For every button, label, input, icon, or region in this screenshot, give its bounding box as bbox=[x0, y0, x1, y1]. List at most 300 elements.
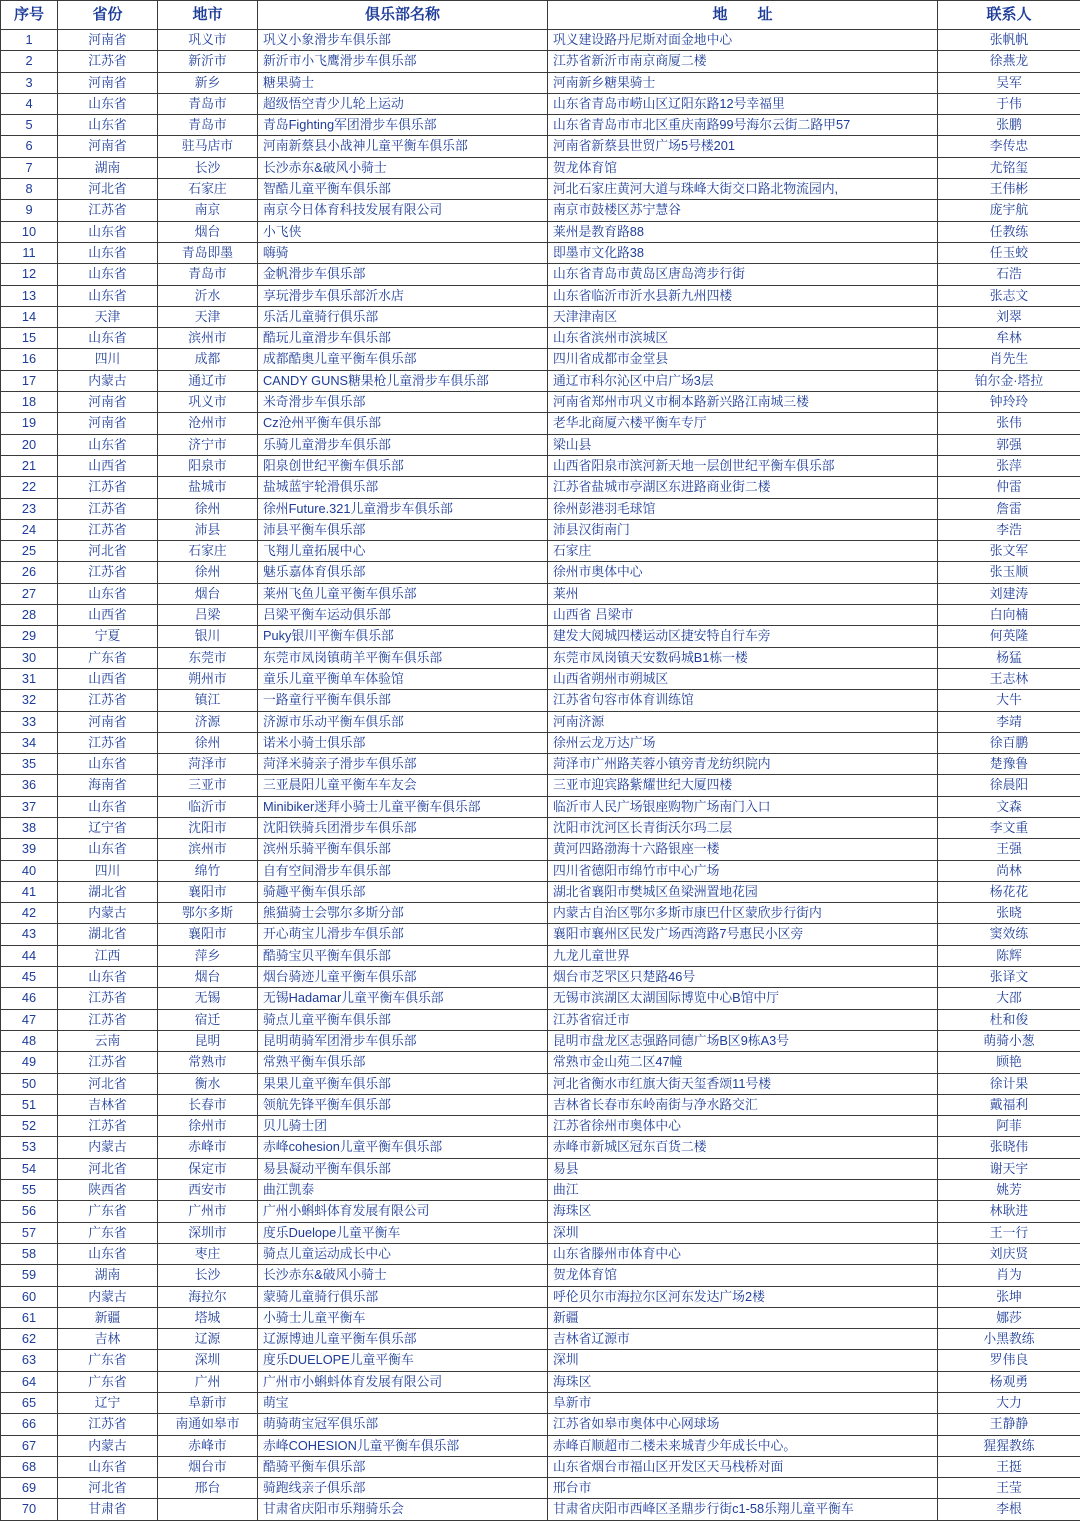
cell-club: 童乐儿童平衡单车体验馆 bbox=[258, 668, 548, 689]
cell-province: 河北省 bbox=[58, 1158, 158, 1179]
cell-club: Cz沧州平衡车俱乐部 bbox=[258, 413, 548, 434]
cell-province: 山东省 bbox=[58, 434, 158, 455]
cell-contact: 文森 bbox=[938, 796, 1080, 817]
table-row bbox=[1, 157, 1080, 178]
table-row bbox=[1, 519, 1080, 540]
cell-seq: 41 bbox=[1, 881, 58, 902]
cell-contact: 顾艳 bbox=[938, 1052, 1080, 1073]
cell-province: 江苏省 bbox=[58, 477, 158, 498]
cell-address: 山东省青岛市黄岛区唐岛湾步行街 bbox=[548, 264, 938, 285]
cell-contact: 小黑教练 bbox=[938, 1329, 1080, 1350]
cell-city: 阜新市 bbox=[158, 1393, 258, 1414]
cell-province: 吉林省 bbox=[58, 1094, 158, 1115]
cell-address: 深圳 bbox=[548, 1350, 938, 1371]
cell-contact: 楚豫鲁 bbox=[938, 754, 1080, 775]
cell-address: 三亚市迎宾路紫耀世纪大厦四楼 bbox=[548, 775, 938, 796]
table-row bbox=[1, 1478, 1080, 1499]
cell-city: 西安市 bbox=[158, 1180, 258, 1201]
table-row bbox=[1, 924, 1080, 945]
header-club: 俱乐部名称 bbox=[258, 1, 548, 30]
header-seq: 序号 bbox=[1, 1, 58, 30]
cell-city: 青岛即墨 bbox=[158, 242, 258, 263]
cell-contact: 肖为 bbox=[938, 1265, 1080, 1286]
cell-contact: 徐燕龙 bbox=[938, 51, 1080, 72]
cell-club: 享玩滑步车俱乐部沂水店 bbox=[258, 285, 548, 306]
table-row bbox=[1, 1286, 1080, 1307]
cell-seq: 40 bbox=[1, 860, 58, 881]
cell-contact: 尚林 bbox=[938, 860, 1080, 881]
cell-contact: 牟林 bbox=[938, 328, 1080, 349]
table-row bbox=[1, 626, 1080, 647]
cell-club: 骑趣平衡车俱乐部 bbox=[258, 881, 548, 902]
cell-province: 甘肃省 bbox=[58, 1499, 158, 1520]
cell-address: 吉林省辽源市 bbox=[548, 1329, 938, 1350]
table-row bbox=[1, 1009, 1080, 1030]
cell-contact: 张文军 bbox=[938, 541, 1080, 562]
cell-province: 海南省 bbox=[58, 775, 158, 796]
table-row bbox=[1, 881, 1080, 902]
cell-contact: 张晓 bbox=[938, 903, 1080, 924]
cell-seq: 14 bbox=[1, 306, 58, 327]
cell-city: 菏泽市 bbox=[158, 754, 258, 775]
cell-seq: 2 bbox=[1, 51, 58, 72]
cell-contact: 大牛 bbox=[938, 690, 1080, 711]
cell-city: 驻马店市 bbox=[158, 136, 258, 157]
cell-contact: 庞宇航 bbox=[938, 200, 1080, 221]
cell-club: 易县凝动平衡车俱乐部 bbox=[258, 1158, 548, 1179]
cell-contact: 石浩 bbox=[938, 264, 1080, 285]
cell-city: 沂水 bbox=[158, 285, 258, 306]
cell-club: 盐城蓝宇轮滑俱乐部 bbox=[258, 477, 548, 498]
cell-club: 酷骑平衡车俱乐部 bbox=[258, 1456, 548, 1477]
cell-seq: 52 bbox=[1, 1116, 58, 1137]
table-row bbox=[1, 988, 1080, 1009]
table-row bbox=[1, 1222, 1080, 1243]
cell-address: 黄河四路渤海十六路银座一楼 bbox=[548, 839, 938, 860]
table-row bbox=[1, 860, 1080, 881]
table-row bbox=[1, 605, 1080, 626]
table-row bbox=[1, 306, 1080, 327]
cell-province: 湖南 bbox=[58, 1265, 158, 1286]
cell-club: 糖果骑士 bbox=[258, 72, 548, 93]
table-row bbox=[1, 1350, 1080, 1371]
cell-contact: 徐百鹏 bbox=[938, 732, 1080, 753]
table-row bbox=[1, 1265, 1080, 1286]
cell-city: 沈阳市 bbox=[158, 817, 258, 838]
cell-address: 新疆 bbox=[548, 1307, 938, 1328]
cell-city: 宿迁 bbox=[158, 1009, 258, 1030]
cell-club: Minibiker迷拜小骑士儿童平衡车俱乐部 bbox=[258, 796, 548, 817]
cell-seq: 38 bbox=[1, 817, 58, 838]
cell-seq: 50 bbox=[1, 1073, 58, 1094]
table-row bbox=[1, 1116, 1080, 1137]
cell-city: 常熟市 bbox=[158, 1052, 258, 1073]
cell-seq: 37 bbox=[1, 796, 58, 817]
table-row bbox=[1, 136, 1080, 157]
cell-city: 长春市 bbox=[158, 1094, 258, 1115]
cell-club: 果果儿童平衡车俱乐部 bbox=[258, 1073, 548, 1094]
cell-address: 湖北省襄阳市樊城区鱼梁洲置地花园 bbox=[548, 881, 938, 902]
table-body bbox=[1, 30, 1080, 1521]
cell-contact: 罗伟良 bbox=[938, 1350, 1080, 1371]
cell-province: 江苏省 bbox=[58, 498, 158, 519]
cell-address: 江苏省徐州市奥体中心 bbox=[548, 1116, 938, 1137]
cell-city: 徐州 bbox=[158, 562, 258, 583]
cell-city: 青岛市 bbox=[158, 93, 258, 114]
cell-address: 莱州是教育路88 bbox=[548, 221, 938, 242]
cell-seq: 25 bbox=[1, 541, 58, 562]
cell-club: 诺米小骑士俱乐部 bbox=[258, 732, 548, 753]
cell-seq: 32 bbox=[1, 690, 58, 711]
table-row bbox=[1, 839, 1080, 860]
cell-club: 徐州Future.321儿童滑步车俱乐部 bbox=[258, 498, 548, 519]
cell-address: 四川省成都市金堂县 bbox=[548, 349, 938, 370]
cell-seq: 24 bbox=[1, 519, 58, 540]
cell-city: 银川 bbox=[158, 626, 258, 647]
cell-club: 一路童行平衡车俱乐部 bbox=[258, 690, 548, 711]
table-row bbox=[1, 967, 1080, 988]
cell-province: 河南省 bbox=[58, 30, 158, 51]
cell-city: 深圳 bbox=[158, 1350, 258, 1371]
cell-contact: 徐计果 bbox=[938, 1073, 1080, 1094]
cell-address: 东莞市凤岗镇天安数码城B1栋一楼 bbox=[548, 647, 938, 668]
cell-city: 赤峰市 bbox=[158, 1435, 258, 1456]
table-row bbox=[1, 1158, 1080, 1179]
cell-address: 即墨市文化路38 bbox=[548, 242, 938, 263]
cell-address: 河北省衡水市红旗大街天玺香颂11号楼 bbox=[548, 1073, 938, 1094]
table-row bbox=[1, 1094, 1080, 1115]
cell-seq: 26 bbox=[1, 562, 58, 583]
cell-province: 内蒙古 bbox=[58, 1286, 158, 1307]
cell-address: 梁山县 bbox=[548, 434, 938, 455]
table-row bbox=[1, 392, 1080, 413]
cell-club: 无锡Hadamar儿童平衡车俱乐部 bbox=[258, 988, 548, 1009]
cell-address: 呼伦贝尔市海拉尔区河东发达广场2楼 bbox=[548, 1286, 938, 1307]
cell-city: 滨州市 bbox=[158, 328, 258, 349]
cell-city: 海拉尔 bbox=[158, 1286, 258, 1307]
cell-city: 青岛市 bbox=[158, 264, 258, 285]
header-address: 地 址 bbox=[548, 1, 938, 30]
cell-contact: 张晓伟 bbox=[938, 1137, 1080, 1158]
table-row bbox=[1, 242, 1080, 263]
cell-city: 广州 bbox=[158, 1371, 258, 1392]
cell-seq: 34 bbox=[1, 732, 58, 753]
cell-club: 骑跑线亲子俱乐部 bbox=[258, 1478, 548, 1499]
table-row bbox=[1, 477, 1080, 498]
cell-city: 绵竹 bbox=[158, 860, 258, 881]
cell-seq: 69 bbox=[1, 1478, 58, 1499]
cell-address: 山东省烟台市福山区开发区天马栈桥对面 bbox=[548, 1456, 938, 1477]
cell-club: 南京今日体育科技发展有限公司 bbox=[258, 200, 548, 221]
cell-city: 邢台 bbox=[158, 1478, 258, 1499]
cell-province: 天津 bbox=[58, 306, 158, 327]
table-row bbox=[1, 754, 1080, 775]
cell-contact: 娜莎 bbox=[938, 1307, 1080, 1328]
cell-contact: 吴军 bbox=[938, 72, 1080, 93]
cell-address: 海珠区 bbox=[548, 1201, 938, 1222]
cell-city: 盐城市 bbox=[158, 477, 258, 498]
cell-city: 巩义市 bbox=[158, 30, 258, 51]
cell-seq: 47 bbox=[1, 1009, 58, 1030]
cell-province: 江苏省 bbox=[58, 1052, 158, 1073]
header-contact: 联系人 bbox=[938, 1, 1080, 30]
cell-seq: 3 bbox=[1, 72, 58, 93]
table-row bbox=[1, 1307, 1080, 1328]
cell-city: 昆明 bbox=[158, 1030, 258, 1051]
cell-address: 甘肃省庆阳市西峰区圣鼎步行街c1-58乐翔儿童平衡车 bbox=[548, 1499, 938, 1520]
table-row bbox=[1, 455, 1080, 476]
cell-address: 海珠区 bbox=[548, 1371, 938, 1392]
cell-address: 常熟市金山苑二区47幢 bbox=[548, 1052, 938, 1073]
table-row bbox=[1, 1371, 1080, 1392]
table-row bbox=[1, 1201, 1080, 1222]
cell-seq: 10 bbox=[1, 221, 58, 242]
cell-city: 徐州 bbox=[158, 732, 258, 753]
cell-contact: 猩猩教练 bbox=[938, 1435, 1080, 1456]
table-row bbox=[1, 200, 1080, 221]
cell-province: 河北省 bbox=[58, 541, 158, 562]
cell-seq: 16 bbox=[1, 349, 58, 370]
cell-club: 超级悟空青少儿轮上运动 bbox=[258, 93, 548, 114]
cell-address: 河南新乡糖果骑士 bbox=[548, 72, 938, 93]
cell-address: 邢台市 bbox=[548, 1478, 938, 1499]
cell-province: 江苏省 bbox=[58, 1116, 158, 1137]
cell-contact: 王静静 bbox=[938, 1414, 1080, 1435]
cell-contact: 王强 bbox=[938, 839, 1080, 860]
cell-club: 开心萌宝儿滑步车俱乐部 bbox=[258, 924, 548, 945]
cell-city bbox=[158, 1499, 258, 1520]
table-row bbox=[1, 221, 1080, 242]
cell-seq: 21 bbox=[1, 455, 58, 476]
cell-club: 骑点儿童运动成长中心 bbox=[258, 1243, 548, 1264]
cell-seq: 70 bbox=[1, 1499, 58, 1520]
cell-contact: 王伟彬 bbox=[938, 179, 1080, 200]
cell-seq: 42 bbox=[1, 903, 58, 924]
cell-seq: 6 bbox=[1, 136, 58, 157]
cell-address: 通辽市科尔沁区中启广场3层 bbox=[548, 370, 938, 391]
cell-province: 山西省 bbox=[58, 455, 158, 476]
table-row bbox=[1, 796, 1080, 817]
table-row bbox=[1, 1499, 1080, 1520]
cell-club: 滨州乐骑平衡车俱乐部 bbox=[258, 839, 548, 860]
cell-city: 沛县 bbox=[158, 519, 258, 540]
cell-club: 骑点儿童平衡车俱乐部 bbox=[258, 1009, 548, 1030]
table-row bbox=[1, 179, 1080, 200]
cell-club: 长沙赤东&破风小骑士 bbox=[258, 1265, 548, 1286]
cell-province: 山东省 bbox=[58, 242, 158, 263]
cell-province: 广东省 bbox=[58, 1371, 158, 1392]
cell-province: 江苏省 bbox=[58, 1009, 158, 1030]
cell-city: 济宁市 bbox=[158, 434, 258, 455]
cell-seq: 19 bbox=[1, 413, 58, 434]
cell-province: 吉林 bbox=[58, 1329, 158, 1350]
cell-contact: 李根 bbox=[938, 1499, 1080, 1520]
table-row bbox=[1, 285, 1080, 306]
cell-address: 江苏省新沂市南京商厦二楼 bbox=[548, 51, 938, 72]
cell-address: 昆明市盘龙区志强路同德广场B区9栋A3号 bbox=[548, 1030, 938, 1051]
cell-club: 智酷儿童平衡车俱乐部 bbox=[258, 179, 548, 200]
cell-province: 山东省 bbox=[58, 264, 158, 285]
cell-club: 金帆滑步车俱乐部 bbox=[258, 264, 548, 285]
cell-club: 酷玩儿童滑步车俱乐部 bbox=[258, 328, 548, 349]
table-row bbox=[1, 903, 1080, 924]
cell-province: 河北省 bbox=[58, 179, 158, 200]
cell-seq: 53 bbox=[1, 1137, 58, 1158]
cell-contact: 詹雷 bbox=[938, 498, 1080, 519]
cell-seq: 18 bbox=[1, 392, 58, 413]
cell-seq: 11 bbox=[1, 242, 58, 263]
cell-contact: 杨猛 bbox=[938, 647, 1080, 668]
table-row bbox=[1, 1393, 1080, 1414]
table-row bbox=[1, 498, 1080, 519]
cell-seq: 46 bbox=[1, 988, 58, 1009]
cell-club: 济源市乐动平衡车俱乐部 bbox=[258, 711, 548, 732]
cell-city: 新乡 bbox=[158, 72, 258, 93]
cell-seq: 51 bbox=[1, 1094, 58, 1115]
cell-province: 山西省 bbox=[58, 605, 158, 626]
cell-province: 山东省 bbox=[58, 115, 158, 136]
cell-seq: 68 bbox=[1, 1456, 58, 1477]
cell-club: 广州小蝌蚪体育发展有限公司 bbox=[258, 1201, 548, 1222]
cell-province: 江西 bbox=[58, 945, 158, 966]
cell-seq: 44 bbox=[1, 945, 58, 966]
cell-club: 乐骑儿童滑步车俱乐部 bbox=[258, 434, 548, 455]
cell-seq: 30 bbox=[1, 647, 58, 668]
cell-address: 巩义建设路丹尼斯对面金地中心 bbox=[548, 30, 938, 51]
cell-province: 江苏省 bbox=[58, 519, 158, 540]
cell-club: 烟台骑迹儿童平衡车俱乐部 bbox=[258, 967, 548, 988]
cell-contact: 窦效练 bbox=[938, 924, 1080, 945]
cell-address: 山东省临沂市沂水县新九州四楼 bbox=[548, 285, 938, 306]
cell-city: 长沙 bbox=[158, 1265, 258, 1286]
cell-seq: 17 bbox=[1, 370, 58, 391]
cell-seq: 15 bbox=[1, 328, 58, 349]
table-row bbox=[1, 1180, 1080, 1201]
cell-province: 广东省 bbox=[58, 1350, 158, 1371]
table-row bbox=[1, 1414, 1080, 1435]
table-row bbox=[1, 732, 1080, 753]
cell-seq: 59 bbox=[1, 1265, 58, 1286]
cell-seq: 13 bbox=[1, 285, 58, 306]
cell-address: 山东省滕州市体育中心 bbox=[548, 1243, 938, 1264]
cell-contact: 张伟 bbox=[938, 413, 1080, 434]
cell-province: 江苏省 bbox=[58, 988, 158, 1009]
cell-address: 江苏省如皋市奥体中心网球场 bbox=[548, 1414, 938, 1435]
cell-club: Puky银川平衡车俱乐部 bbox=[258, 626, 548, 647]
cell-contact: 尤铭玺 bbox=[938, 157, 1080, 178]
cell-club: 昆明萌骑军团滑步车俱乐部 bbox=[258, 1030, 548, 1051]
cell-seq: 58 bbox=[1, 1243, 58, 1264]
cell-province: 山东省 bbox=[58, 583, 158, 604]
cell-province: 四川 bbox=[58, 860, 158, 881]
cell-address: 徐州云龙万达广场 bbox=[548, 732, 938, 753]
cell-seq: 5 bbox=[1, 115, 58, 136]
cell-club: 嗨骑 bbox=[258, 242, 548, 263]
cell-province: 辽宁 bbox=[58, 1393, 158, 1414]
cell-club: 自有空间滑步车俱乐部 bbox=[258, 860, 548, 881]
cell-contact: 徐晨阳 bbox=[938, 775, 1080, 796]
cell-address: 沛县汉街南门 bbox=[548, 519, 938, 540]
cell-address: 河南省新蔡县世贸广场5号楼201 bbox=[548, 136, 938, 157]
cell-address: 山西省阳泉市滨河新天地一层创世纪平衡车俱乐部 bbox=[548, 455, 938, 476]
cell-address: 山东省青岛市崂山区辽阳东路12号幸福里 bbox=[548, 93, 938, 114]
cell-address: 沈阳市沈河区长青街沃尔玛二层 bbox=[548, 817, 938, 838]
cell-city: 广州市 bbox=[158, 1201, 258, 1222]
cell-province: 广东省 bbox=[58, 1201, 158, 1222]
cell-contact: 王志林 bbox=[938, 668, 1080, 689]
cell-province: 内蒙古 bbox=[58, 903, 158, 924]
cell-address: 南京市鼓楼区苏宁慧谷 bbox=[548, 200, 938, 221]
table-row bbox=[1, 1073, 1080, 1094]
cell-city: 石家庄 bbox=[158, 541, 258, 562]
cell-club: 萌宝 bbox=[258, 1393, 548, 1414]
cell-city: 成都 bbox=[158, 349, 258, 370]
cell-province: 河南省 bbox=[58, 392, 158, 413]
cell-contact: 刘翠 bbox=[938, 306, 1080, 327]
cell-club: 领航先锋平衡车俱乐部 bbox=[258, 1094, 548, 1115]
cell-city: 徐州 bbox=[158, 498, 258, 519]
cell-address: 山东省青岛市市北区重庆南路99号海尔云街二路甲57 bbox=[548, 115, 938, 136]
cell-contact: 张志文 bbox=[938, 285, 1080, 306]
table-row bbox=[1, 349, 1080, 370]
cell-province: 内蒙古 bbox=[58, 1435, 158, 1456]
cell-address: 吉林省长春市东岭南街与净水路交汇 bbox=[548, 1094, 938, 1115]
cell-address: 江苏省宿迁市 bbox=[548, 1009, 938, 1030]
cell-club: 赤峰cohesion儿童平衡车俱乐部 bbox=[258, 1137, 548, 1158]
cell-city: 烟台 bbox=[158, 221, 258, 242]
cell-city: 辽源 bbox=[158, 1329, 258, 1350]
cell-city: 三亚市 bbox=[158, 775, 258, 796]
cell-address: 徐州市奥体中心 bbox=[548, 562, 938, 583]
cell-province: 云南 bbox=[58, 1030, 158, 1051]
cell-seq: 61 bbox=[1, 1307, 58, 1328]
cell-city: 襄阳市 bbox=[158, 881, 258, 902]
cell-city: 烟台 bbox=[158, 967, 258, 988]
cell-club: 常熟平衡车俱乐部 bbox=[258, 1052, 548, 1073]
cell-contact: 于伟 bbox=[938, 93, 1080, 114]
cell-city: 徐州市 bbox=[158, 1116, 258, 1137]
cell-address: 河南省郑州市巩义市桐本路新兴路江南城三楼 bbox=[548, 392, 938, 413]
cell-province: 陕西省 bbox=[58, 1180, 158, 1201]
cell-contact: 郭强 bbox=[938, 434, 1080, 455]
cell-address: 河北石家庄黄河大道与珠峰大街交口路北物流园内, bbox=[548, 179, 938, 200]
cell-city: 塔城 bbox=[158, 1307, 258, 1328]
cell-address: 四川省德阳市绵竹市中心广场 bbox=[548, 860, 938, 881]
cell-seq: 65 bbox=[1, 1393, 58, 1414]
cell-club: 度乐DUELOPE儿童平衡车 bbox=[258, 1350, 548, 1371]
table-row bbox=[1, 93, 1080, 114]
cell-seq: 8 bbox=[1, 179, 58, 200]
cell-seq: 9 bbox=[1, 200, 58, 221]
cell-contact: 大力 bbox=[938, 1393, 1080, 1414]
cell-seq: 1 bbox=[1, 30, 58, 51]
cell-seq: 49 bbox=[1, 1052, 58, 1073]
cell-seq: 43 bbox=[1, 924, 58, 945]
cell-province: 山东省 bbox=[58, 967, 158, 988]
cell-club: 辽源博迪儿童平衡车俱乐部 bbox=[258, 1329, 548, 1350]
cell-city: 巩义市 bbox=[158, 392, 258, 413]
table-row bbox=[1, 1435, 1080, 1456]
cell-club: 青岛Fighting军团滑步车俱乐部 bbox=[258, 115, 548, 136]
cell-address: 石家庄 bbox=[548, 541, 938, 562]
cell-contact: 何英隆 bbox=[938, 626, 1080, 647]
cell-contact: 大邵 bbox=[938, 988, 1080, 1009]
cell-province: 山西省 bbox=[58, 668, 158, 689]
cell-address: 贺龙体育馆 bbox=[548, 157, 938, 178]
table-row bbox=[1, 30, 1080, 51]
cell-city: 鄂尔多斯 bbox=[158, 903, 258, 924]
cell-province: 河北省 bbox=[58, 1073, 158, 1094]
